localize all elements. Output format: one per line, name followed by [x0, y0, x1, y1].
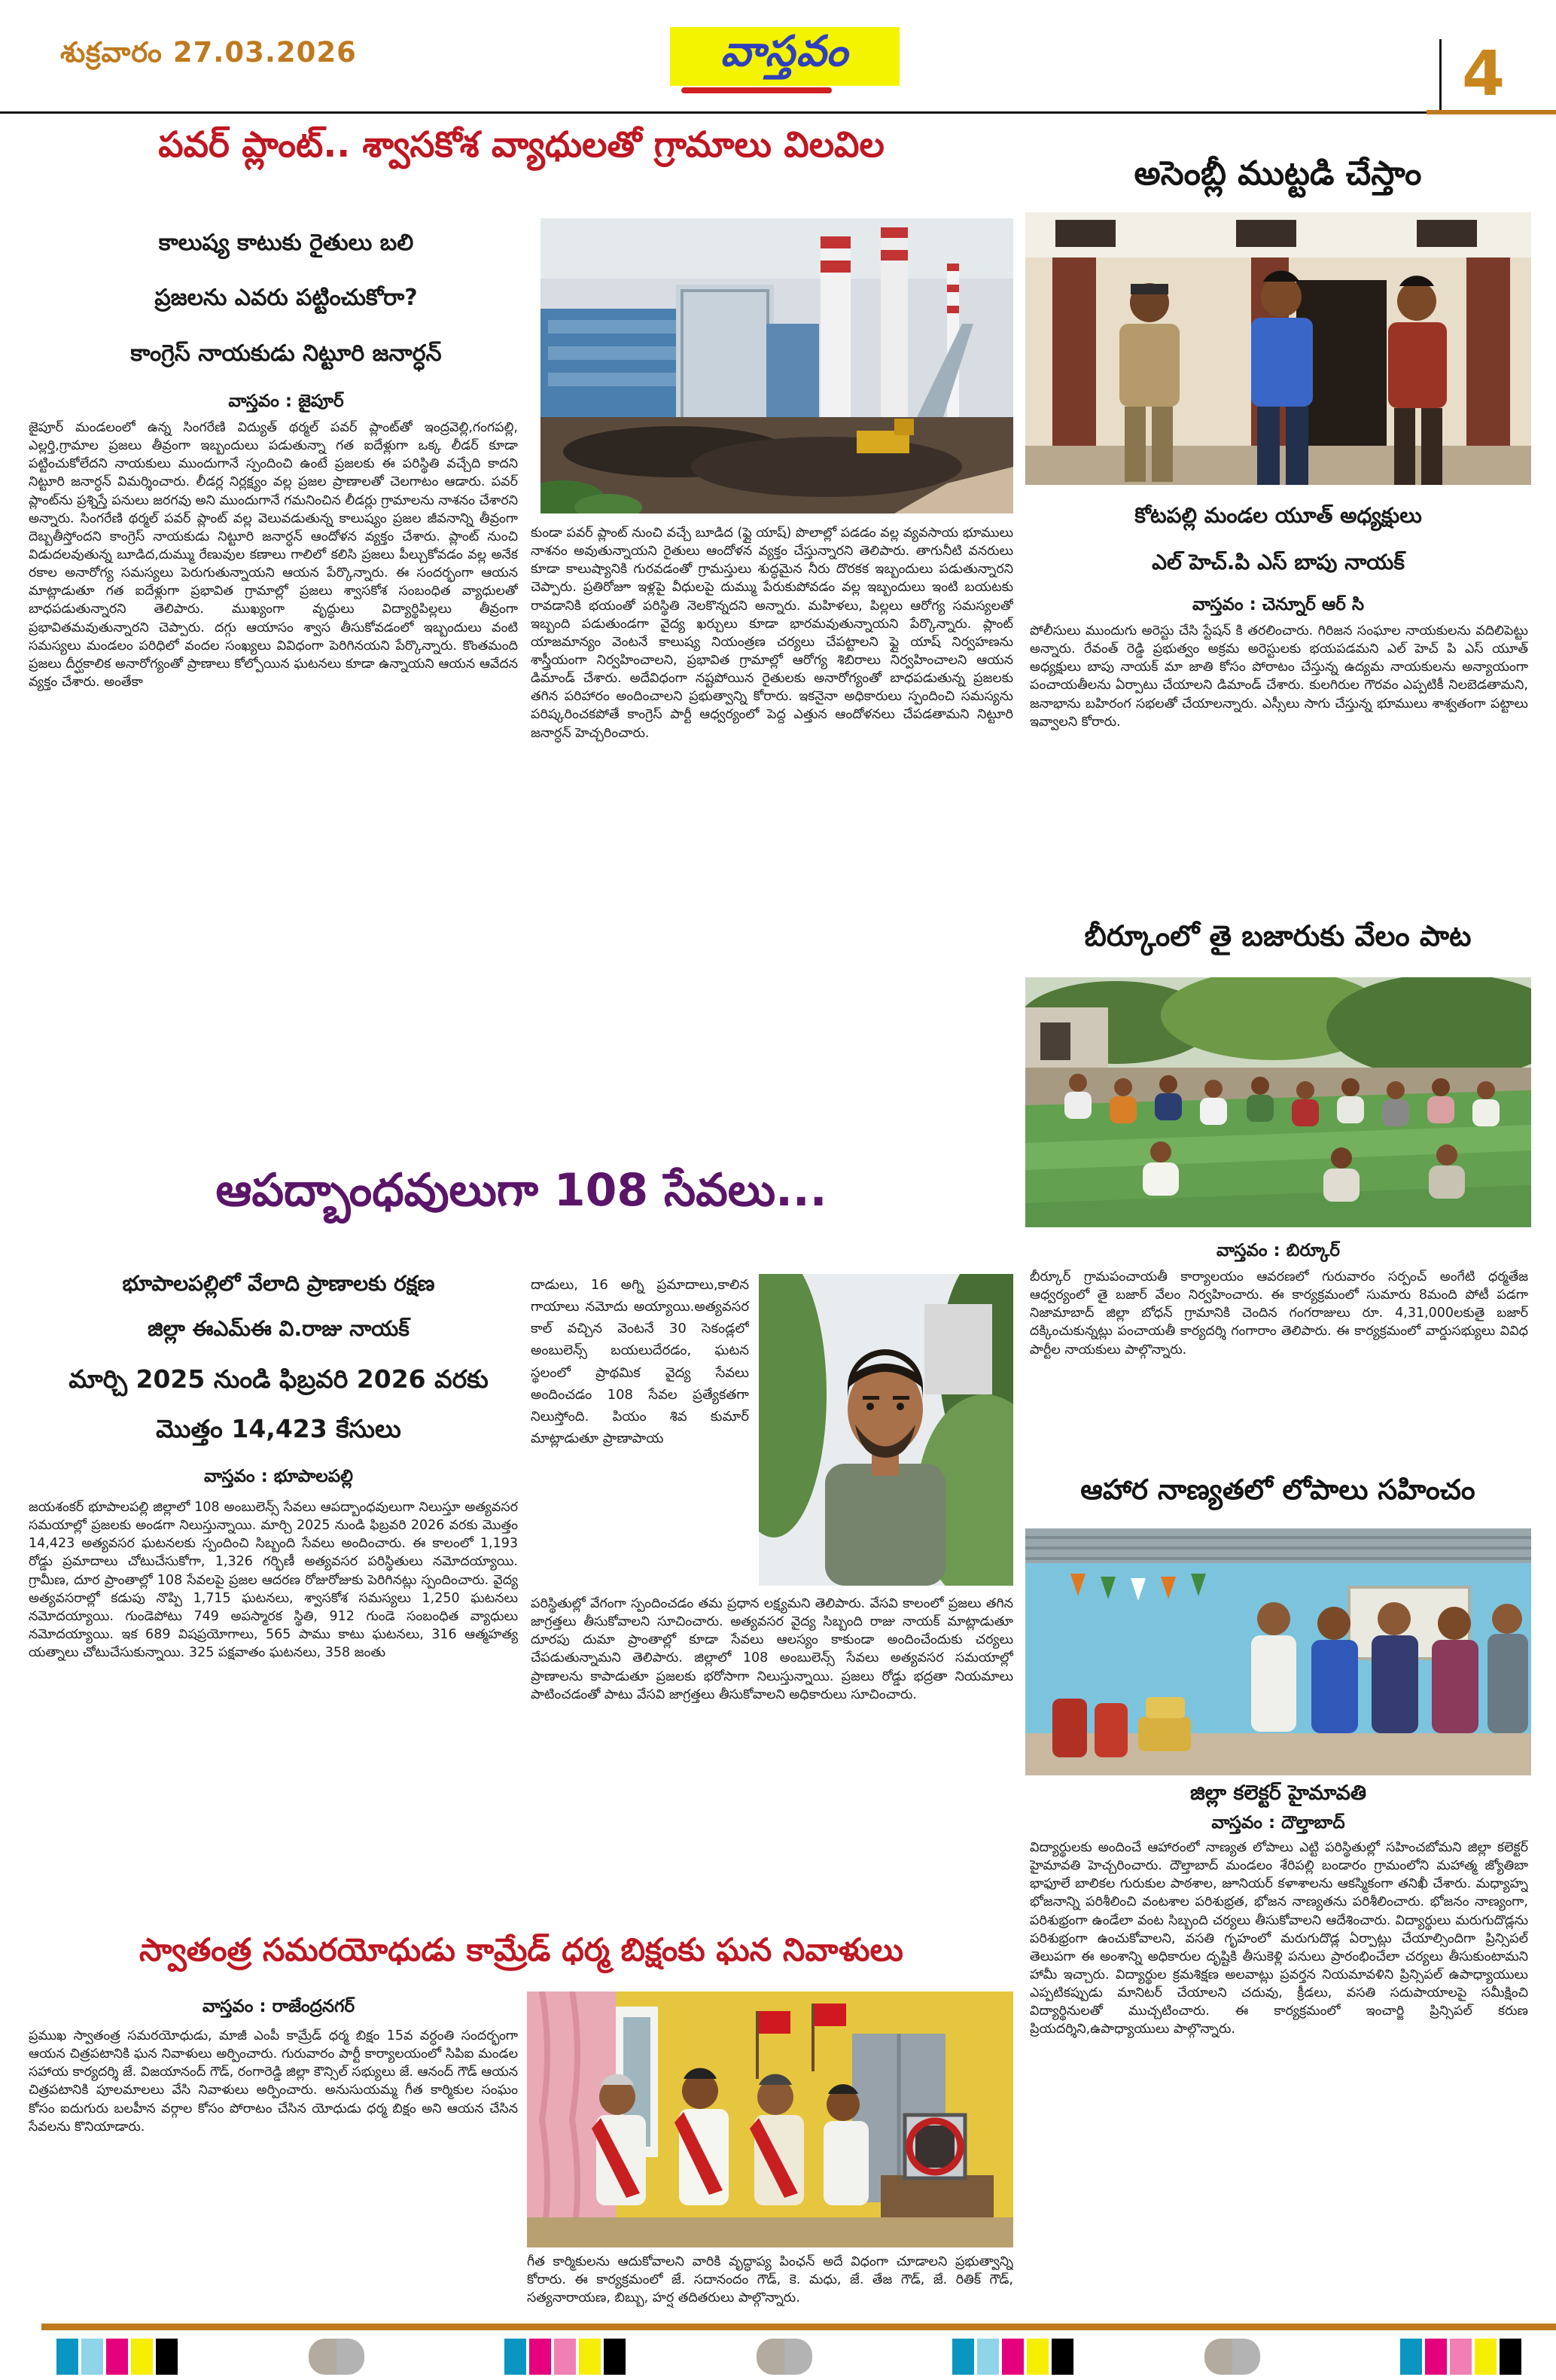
color-bar — [106, 2339, 128, 2375]
color-bar — [529, 2339, 551, 2375]
services-108-body-col2: దాడులు, 16 అగ్ని ప్రమాదాలు,కాలిన గాయాలు నమోదు అయ్యాయి.అత్యవసర కాల్ వచ్చిన వెంటనే 30 సెకండ్లలో అంబులెన్స్ బయలుదేరడం, ఘటన స్థలంలో ప్రాథమిక వైద్య సేవలు అందించడం 108 సేవల ప్రత్యేకతగా నిలుస్తోంది. పియం శివ కుమార్ మాట్లాడుతూ ప్రాణాపాయ — [531, 1277, 749, 1447]
edition-date: శుక్రవారం 27.03.2026 — [60, 36, 357, 69]
power-plant-dateline: వాస్తవం : జైపూర్ — [228, 392, 344, 411]
power-plant-body-col1: జైపూర్ మండలంలో ఉన్న సింగరేణి విద్యుత్ థర్మల్ పవర్ ప్లాంట్‌తో ఇంద్రవెల్లి,గంగపల్లి, ఎల్లర్తి,గ్రామాల ప్రజలు తీవ్రంగా ఇబ్బందులు పడుతున్నా గత ఐదేళ్లుగా ఒక్క లీడర్ కూడా పట్టించుకోలేదని నాయకులు ముందుగానే స్పందించి ఉంటే ప్రజలకు ఈ పరిస్థితి వచ్చేది కాదని నిట్టూరి జనార్ధన్ విమర్శించారు. లీడర్ల నిర్లక్ష్యం వల్ల ప్రజల ప్రాణాలతో చెలగాటం ఆడారు. పవర్ ప్లాంట్‌ను ప్రశ్నిస్తే పనులు జరగవు అని ముందుగానే గమనించిన లీడర్లు గ్రామాలను నాశనం చేశారని అన్నారు. సింగరేణి థర్మల్ పవర్ ప్లాంట్ వల్ల వెలువడుతున్న కాలుష్యం ప్రజల జీవనాన్ని తీవ్రంగా దెబ్బతీస్తోందని కాంగ్రెస్ నాయకుడు నిట్టూరి జనార్ధన్ ఆందోళన వ్యక్తం చేశారు. ప్లాంట్ నుంచి విడుదలవుతున్న బూడిద,దుమ్ము రేణువుల కణాలు గాలిలో కలిసి ప్రజలు పీల్చుకోవడం వల్ల అనేక రకాల అనారోగ్య సమస్యలు పెరుగుతున్నాయని ఆయన పేర్కొన్నారు. ఈ సందర్భంగా ఆయన మాట్లాడుతూ గత ఐదేళ్లుగా ప్రభావిత గ్రామాల్లో ప్రజలు శ్వాసకోశ సంబంధిత వ్యాధులతో బాధపడుతున్నారని తెలిపారు. ముఖ్యంగా వృద్ధులు విద్యార్థిపిల్లలు తీవ్రంగా ప్రభావితమవుతున్నారని చెప్పారు. దగ్గు ఆయాసం శ్వాస తీసుకోవడంలో ఇబ్బందులు వంటి సమస్యలు మండలం పరిధిలో వందల సంఖ్యలు వివిధంగా పెరిగినయని పేర్కొన్నారు. కొంతమంది ప్రజలు దీర్ఘకాలిక అనారోగ్యంతో ప్రాణాలు కోల్పోయిన ఘటనలు కూడా ఉన్నాయని ఆయన ఆవేదన వ్యక్తం చేశారు. అంతేకా — [29, 420, 518, 690]
color-bar — [952, 2339, 974, 2375]
power-plant-body-col2: కుండా పవర్ ప్లాంట్ నుంచి వచ్చే బూడిద (ఫ్లై యాష్) పొలాల్లో పడడం వల్ల వ్యవసాయ భూములు నాశనం అవుతున్నాయని రైతులు ఆందోళన వ్యక్తం చేస్తున్నారని తెలిపారు. తాగునీటి వనరులు కూడా కాలుష్యానికి గురవడంతో గ్రామస్తులు శుద్ధమైన నీరు దొరకక ఇబ్బందులు పడుతున్నారని చెప్పారు. ప్రతిరోజూ ఇళ్లపై వీధులపై దుమ్ము పేరుకుపోవడం వల్ల ఇబ్బందులు ఇంటి బయటకు రావడానికి భయంతో పరిస్థితి నెలకొన్నదని అన్నారు. మహిళలు, పిల్లలు ఆరోగ్య సమస్యలతో ఇబ్బంది పడుతుండగా వైద్య ఖర్చులు కూడా భారమవుతున్నాయని పేర్కొన్నారు. ప్లాంట్ యాజమాన్యం వెంటనే కాలుష్య నియంత్రణ చర్యలు చేపట్టాలని ఫ్లై యాష్ నిర్వహణను శాస్త్రీయంగా నిర్వహించాలని, ప్రభావిత గ్రామాల్లో ఆరోగ్య శిబిరాలు నిర్వహించాలని ఆయన డిమాండ్ చేశారు. అదేవిధంగా నష్టపోయిన రైతులకు అనారోగ్యంతో బాధపడుతున్న ప్రజలకు తగిన పరిహారం అందించాలని ప్రభుత్వాన్ని కోరారు. ఇకనైనా అధికారులు స్పందించి సమస్యను పరిష్కరించకపోతే కాంగ్రెస్ పార్టీ ఆధ్వర్యంలో పెద్ద ఎత్తున ఆందోళనలు చేపడతామని నిట్టూరి జనార్ధన్ హెచ్చరించారు. — [531, 526, 1013, 741]
newspaper-logo — [670, 27, 900, 86]
memorial-body-below-photo: గీత కార్మికులను ఆదుకోవాలని వారికి వృద్ధాప్య పింఛన్ అదే విధంగా చూడాలని ప్రభుత్వాన్ని కోరారు. ఈ కార్యక్రమంలో జే. సదానందం గౌడ్, కె. మధు, జే. తేజ గౌడ్, జే. రితిక్ గౌడ్, సత్యనారాయణ, బిబ్బు, హర్ష తదితరులు పాల్గొన్నారు. — [527, 2254, 1013, 2306]
food-headline: ఆహార నాణ్యతలో లోపాలు సహించం — [1080, 1473, 1475, 1506]
power-plant-subhead-3: కాంగ్రెస్ నాయకుడు నిట్టూరి జనార్ధన్ — [130, 340, 442, 367]
bazaar-headline: బీర్కూంలో తై బజారుకు వేలం పాట — [1084, 919, 1472, 952]
color-bar — [1450, 2339, 1472, 2375]
power-plant-subhead-2: ప్రజలను ఎవరు పట్టించుకోరా? — [154, 285, 418, 311]
color-bar — [1052, 2339, 1073, 2375]
gray-capsule-mark — [309, 2339, 364, 2375]
color-bar — [1027, 2339, 1049, 2375]
header-vertical-divider — [1439, 39, 1442, 111]
services-108-headline: ఆపద్బాంధవులుగా 108 సేవలు... — [215, 1164, 827, 1217]
food-photo-caption: జిల్లా కలెక్టర్ హైమావతి — [1190, 1781, 1366, 1805]
footer-rule — [41, 2324, 1556, 2330]
assembly-subhead-1: కోటపల్లి మండల యూత్ అధ్యక్షులు — [1134, 503, 1422, 528]
assembly-body: పోలీసులు ముందుగు అరెస్టు చేసి స్టేషన్ కి తరలించారు. గిరిజన సంఘాల నాయకులను వదిలిపెట్టు అన్నారు. రేవంత్ రెడ్డి ప్రభుత్వం అక్రమ అరెస్టులకు భయపడమని ఎల్ హెచ్ పి ఎస్ యూత్ అధ్యక్షులు బాపు నాయక్ మా జాతి కోసం పోరాటం చేస్తున్న ఉద్యమ నాయకులను అన్యాయంగా పంచాయతీలను ఏర్పాటు చేయాలని డిమాండ్ చేశారు. కులగిరుల గౌరవం ఎప్పటికీ నిలబెడతామని, జనాభాను బహిరంగ సభలతో చేయాలన్నారు. ఎస్సీలు సాగు చేస్తున్న భూములు శాశ్వతంగా పట్టాలు ఇవ్వాలని కోరారు. — [1030, 623, 1528, 730]
food-dateline: వాస్తవం : దౌల్తాబాద్ — [1211, 1813, 1345, 1833]
color-bar — [156, 2339, 178, 2375]
color-bar — [554, 2339, 576, 2375]
power-plant-subhead-1: కాలుష్య కాటుకు రైతులు బలి — [158, 230, 414, 256]
assembly-subhead-2: ఎల్ హెచ్.పి ఎస్ బాపు నాయక్ — [1152, 550, 1405, 574]
header-rule-orange — [1427, 110, 1556, 114]
logo-red-swoosh — [681, 87, 832, 93]
food-inspection-photo — [1025, 1528, 1531, 1775]
services-108-subhead-4: మొత్తం 14,423 కేసులు — [156, 1414, 401, 1443]
color-bar — [56, 2339, 78, 2375]
gray-capsule-mark — [1204, 2339, 1260, 2375]
services-108-dateline: వాస్తవం : భూపాలపల్లి — [204, 1467, 353, 1486]
header-rule — [0, 111, 1427, 114]
food-body: విద్యార్థులకు అందించే ఆహారంలో నాణ్యత లోపాలు ఎట్టి పరిస్థితుల్లో సహించబోమని జిల్లా కలెక్టర్ హైమావతి హెచ్చరించారు. దౌల్తాబాద్ మండలం శేరిపల్లి బండారం గ్రామంలోని మహాత్మ జ్యోతిబా భాఫూలే బాలికల గురుకుల పాఠశాల, జూనియర్ కళాశాలను ఆకస్మికంగా తనిఖీ చేశారు. మధ్యాహ్న భోజనాన్ని పరిశీలించి వంటశాల పరిశుభ్రత, భోజన నాణ్యతను పరిశీలించారు. భోజనం నాణ్యంగా, పరిశుభ్రంగా ఉండేలా వంట సిబ్బంది చర్యలు తీసుకోవాలని ఆదేశించారు. విద్యార్థులు మరుగుదొడ్లను పరిశుభ్రంగా ఉంచుకోవాలని, వసతి గృహంలో మరుగుదొడ్ల ఏర్పాట్లు చేయాల్సిందిగా ప్రిన్సిపల్ తెలుపగా ఈ అంశాన్ని అధికారుల దృష్టికి తీసుకెళ్లి పనులు ప్రారంభించేలా చర్యలు తీసుకుంటామని హామీ ఇచ్చారు. విద్యార్థుల క్రమశిక్షణ అలవాట్లు ప్రవర్తన నియమావళిని ప్రిన్సిపల్ ఉపాధ్యాయులు ఎప్పటికప్పుడు మానిటర్ చేయాలని చదువు, క్రీడలు, వసతి సదుపాయాలపై సమీక్షించి విద్యార్థినులతో ముచ్చటించారు. ఈ కార్యక్రమంలో ఇంచార్జి ప్రిన్సిపల్ కరుణ ప్రియదర్శిని,ఉపాధ్యాయులు పాల్గొన్నారు. — [1030, 1840, 1528, 2037]
services-108-subhead-1: భూపాలపల్లిలో వేలాది ప్రాణాలకు రక్షణ — [122, 1271, 435, 1296]
color-bar — [1400, 2339, 1422, 2375]
color-bar — [1500, 2339, 1521, 2375]
memorial-headline: స్వాతంత్ర సమరయోధుడు కామ్రేడ్ ధర్మ బిక్షంకు ఘన నివాళులు — [139, 1931, 903, 1968]
memorial-dateline: వాస్తవం : రాజేంద్రనగర్ — [202, 1997, 355, 2016]
memorial-photo — [527, 1991, 1013, 2247]
print-registration-marks — [0, 2339, 1556, 2376]
page-number: 4 — [1462, 38, 1506, 110]
color-bar — [1425, 2339, 1447, 2375]
gray-capsule-mark — [757, 2339, 812, 2375]
bazaar-dateline: వాస్తవం : బిర్కూర్ — [1216, 1241, 1341, 1260]
color-bar — [604, 2339, 626, 2375]
color-bar — [977, 2339, 999, 2375]
services-108-subhead-2: జిల్లా ఈఎమ్ఈ వి.రాజు నాయక్ — [148, 1316, 410, 1341]
color-bar — [579, 2339, 601, 2375]
memorial-body-col1: ప్రముఖ స్వాతంత్ర సమరయోధుడు, మాజీ ఎంపీ కామ్రేడ్ ధర్మ బిక్షం 15వ వర్ధంతి సందర్భంగా ఆయన చిత్రపటానికి ఘన నివాళులు అర్పించారు. గురువారం పార్టీ కార్యాలయంలో సిపిఐ మండల సహాయ కార్యదర్శి జే. విజయానంద్ గౌడ్, రంగారెడ్డి జిల్లా కౌన్సిల్ సభ్యులు జే. ఆనంద్ గౌడ్ ఆయన చిత్రపటానికి పూలమాలలు వేసి నివాళులు అర్పించారు. అనుసుయమ్మ గీత కార్మికుల సంఘం కోసం ఐదుగురు బలహీన వర్గాల కోసం పోరాటం చేసిన యోధుడు ధర్మ బిక్షం అని ఆయన చేసిన సేవలను కొనియాడారు. — [29, 2028, 518, 2135]
power-plant-headline: పవర్ ప్లాంట్.. శ్వాసకోశ వ్యాధులతో గ్రామాలు విలవిల — [158, 124, 885, 166]
services-108-subhead-3: మార్చి 2025 నుండి ఫిబ్రవరి 2026 వరకు — [69, 1364, 489, 1394]
assembly-dateline: వాస్తవం : చెన్నూర్ ఆర్ సి — [1192, 595, 1364, 614]
newspaper-logo-text: వాస్తవం — [720, 26, 849, 76]
color-bar — [131, 2339, 153, 2375]
bazaar-photo — [1025, 977, 1531, 1227]
color-bar — [1475, 2339, 1497, 2375]
color-bar — [504, 2339, 526, 2375]
color-bar — [1002, 2339, 1024, 2375]
color-bar — [81, 2339, 103, 2375]
power-plant-photo — [540, 218, 1013, 513]
services-108-portrait-photo — [759, 1274, 1013, 1586]
assembly-headline: అసెంబ్లీ ముట్టడి చేస్తాం — [1134, 154, 1422, 193]
assembly-photo — [1025, 212, 1531, 485]
services-108-body-below-photo: పరిస్థితుల్లో వేగంగా స్పందించడం తమ ప్రధాన లక్ష్యమని తెలిపారు. వేసవి కాలంలో ప్రజలు తగిన జాగ్రత్తలు తీసుకోవాలని సూచించారు. అత్యవసర వైద్య సిబ్బంది రాజు నాయక్ మాట్లాడుతూ దూరపు దుమా ప్రాంతాల్లో కూడా సేవలు ఆలస్యం కాకుండా అందించేందుకు చర్యలు చేపడుతున్నామని తెలిపారు. జిల్లాలో 108 అంబులెన్స్ సేవలు అత్యవసర సమయాల్లో ప్రాణాలను కాపాడుతూ ప్రజలకు భరోసాగా నిలుస్తున్నాయి. ప్రజలు రోడ్డు భద్రతా నియమాలు పాటించడంతో పాటు వేసవి జాగ్రత్తలు తీసుకోవాలని అధికారులు సూచించారు. — [531, 1596, 1013, 1702]
bazaar-body: బీర్కూర్ గ్రామపంచాయతీ కార్యాలయం ఆవరణలో గురువారం సర్పంచ్ అంగేటి ధర్మతేజ ఆధ్వర్యంలో తై బజార్ వేలం నిర్వహించారు. ఈ కార్యక్రమంలో సుమారు 8మంది పోటీ పడగా నిజామాబాద్ జిల్లా బోధన్ గ్రామానికి చెందిన గంగరాజులు రూ. 4,31,000లకుతై బజార్ దక్కించుకున్నట్లు పంచాయతీ కార్యదర్శి గంగారాం తెలిపారు. ఈ కార్యక్రమంలో వార్డుసభ్యులు వివిధ పార్టీల నాయకులు పాల్గొన్నారు. — [1030, 1269, 1528, 1358]
services-108-body-col1: జయశంకర్ భూపాలపల్లి జిల్లాలో 108 అంబులెన్స్ సేవలు ఆపద్బాంధవులుగా నిలుస్తూ అత్యవసర సమయాల్లో ప్రజలకు అండగా నిలుస్తున్నాయి. మార్చి 2025 నుండి ఫిబ్రవరి 2026 వరకు మొత్తం 14,423 అత్యవసర ఘటనలకు స్పందించి సిబ్బంది సేవలు అందించారు. ఈ కాలంలో 1,193 రోడ్డు ప్రమాదాలు చోటుచేసుకోగా, 1,326 గర్భిణీ అత్యవసర పరిస్థితులు నమోదయ్యాయి. గ్రామీణ, దూర ప్రాంతాల్లో 108 సేవలపై ప్రజల ఆదరణ రోజురోజుకు పెరిగినట్లు స్పందించారు. వైద్య అత్యవసరాల్లో కడుపు నొప్పి 1,715 ఘటనలు, శ్వాసకోశ సమస్యలు 1,250 ఘటనలు నమోదయ్యాయి. గుండెపోటు 749 అపస్మారక స్థితి, 912 గుండె సంబంధిత వ్యాధులు నమోదయ్యాయి. ఇక 689 విషప్రయోగాలు, 565 పాము కాటు ఘటనలు, 316 ఆత్మహత్య యత్నాలు చోటుచేసుకున్నాయి. 325 పక్షవాతం ఘటనలు, 358 జంతు — [29, 1500, 518, 1661]
